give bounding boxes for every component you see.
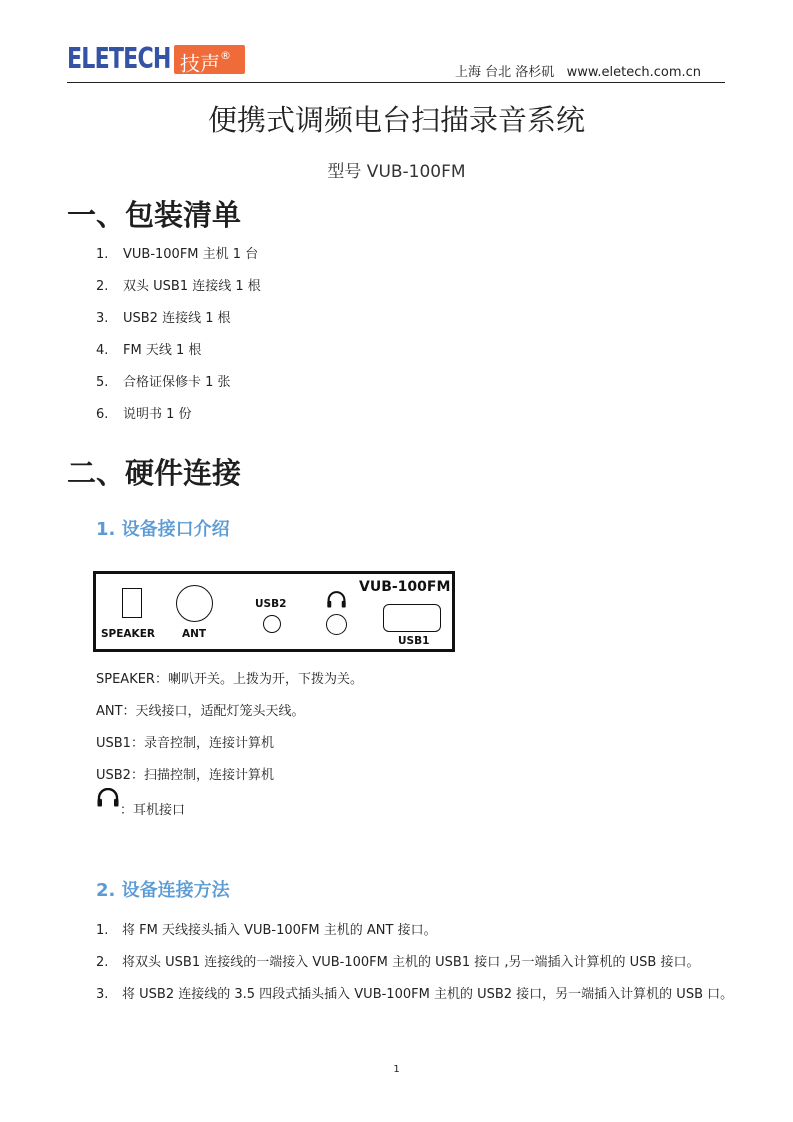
step-number: 2. — [96, 955, 109, 970]
list-item — [96, 339, 201, 358]
list-text: 说明书 1 份 — [123, 407, 192, 422]
list-item — [96, 243, 258, 262]
step-item — [96, 951, 699, 970]
eletech-logo: ELETECH — [67, 42, 171, 76]
list-text: USB2 连接线 1 根 — [123, 311, 231, 326]
list-number: 6. — [96, 407, 109, 422]
model-number: 型号 VUB-100FM — [327, 162, 466, 182]
list-text: 双头 USB1 连接线 1 根 — [123, 279, 261, 294]
step-text: 将 FM 天线接头插入 VUB-100FM 主机的 ANT 接口。 — [122, 923, 437, 938]
subheading-interfaces: 1. 设备接口介绍 — [96, 519, 230, 540]
subheading-connection-method: 2. 设备连接方法 — [96, 880, 230, 901]
list-text: VUB-100FM 主机 1 台 — [123, 247, 259, 262]
antenna-port — [176, 585, 213, 622]
section-heading-hardware: 二、硬件连接 — [67, 456, 242, 490]
usb1-label: USB1 — [398, 635, 430, 647]
headphone-desc-text: ：耳机接口 — [120, 803, 186, 818]
step-item — [96, 983, 733, 1002]
usb1-port — [383, 604, 441, 632]
usb2-jack — [263, 615, 281, 633]
logo-badge — [174, 45, 245, 74]
page-number: 1 — [393, 1064, 400, 1075]
list-number: 2. — [96, 279, 109, 294]
header-divider — [67, 82, 725, 83]
document-title: 便携式调频电台扫描录音系统 — [207, 103, 585, 137]
description-ant: ANT：天线接口，适配灯笼头天线。 — [96, 704, 305, 719]
list-number: 5. — [96, 375, 109, 390]
registered-mark: ® — [220, 49, 231, 62]
device-panel-diagram — [93, 571, 455, 652]
list-number: 3. — [96, 311, 109, 326]
headphone-icon — [96, 788, 120, 808]
list-item — [96, 403, 192, 422]
list-item — [96, 307, 231, 326]
step-number: 3. — [96, 987, 109, 1002]
list-text: FM 天线 1 根 — [123, 343, 202, 358]
speaker-label: SPEAKER — [101, 628, 155, 640]
list-item — [96, 275, 261, 294]
step-item — [96, 919, 437, 938]
ant-label: ANT — [182, 628, 207, 640]
step-text: 将双头 USB1 连接线的一端接入 VUB-100FM 主机的 USB1 接口 ,另一端插入计算机的 USB 接口。 — [122, 955, 700, 970]
description-usb1: USB1：录音控制，连接计算机 — [96, 736, 274, 751]
list-number: 1. — [96, 247, 109, 262]
list-number: 4. — [96, 343, 109, 358]
header-locations: 上海 台北 洛杉矶 www.eletech.com.cn — [455, 65, 702, 80]
description-usb2: USB2：扫描控制，连接计算机 — [96, 768, 274, 783]
step-text: 将 USB2 连接线的 3.5 四段式插头插入 VUB-100FM 主机的 USB2 接口，另一端插入计算机的 USB 口。 — [122, 987, 734, 1002]
description-headphone — [96, 788, 186, 818]
step-number: 1. — [96, 923, 109, 938]
headphone-icon — [326, 591, 347, 609]
list-text: 合格证保修卡 1 张 — [123, 375, 231, 390]
description-speaker: SPEAKER：喇叭开关。上拨为开，下拨为关。 — [96, 672, 363, 687]
panel-model-label: VUB-100FM — [359, 579, 451, 595]
usb2-label: USB2 — [255, 598, 287, 610]
headphone-jack — [326, 614, 347, 635]
section-heading-packing-list: 一、包装清单 — [67, 198, 242, 232]
list-item — [96, 371, 231, 390]
speaker-switch — [122, 588, 142, 618]
logo-badge-text: 技声 — [180, 51, 220, 76]
